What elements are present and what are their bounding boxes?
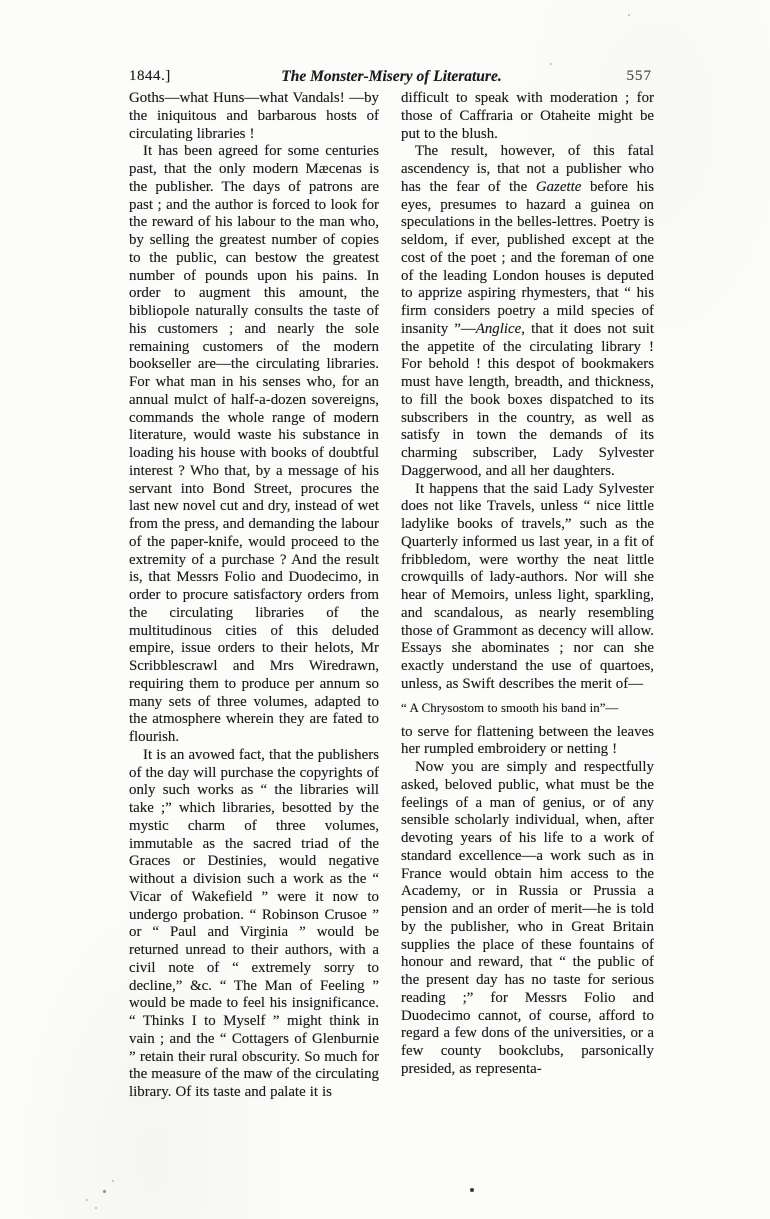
right-column	[401, 90, 654, 1079]
paragraph-continuation	[129, 90, 379, 143]
paragraph	[401, 481, 654, 694]
paragraph-continuation	[401, 724, 654, 760]
text-run: before his eyes, presumes to hazard a guinea on speculations in the belles-lettres. Poetry is seldom, if ever, published except at the cost of the poet ; and the foreman of one of the leading London houses is deputed to apprize aspiring rhymesters, that “ his firm considers poetry a mild species of insanity ”—	[401, 178, 654, 337]
text-run: Goths—what Huns—what Vandals! —by the iniquitous and barbarous hosts of circulating libraries !	[129, 90, 379, 142]
ink-speck	[86, 1199, 88, 1201]
ink-speck	[470, 1188, 474, 1192]
text-run: It happens that the said Lady Sylvester does not like Travels, unless “ nice little ladylike books of travels,” such as the Quarterly informed us last year, in a fit of fribbledom, were worthy the neat little crowquills of lady-authors. Nor will she hear of Memoirs, unless light, sparkling, and scandalous, as nearly resembling those of Grammont as decency will allow. Essays she abominates ; nor can she exactly understand the use of quartoes, unless, as Swift describes the merit of—	[401, 480, 654, 692]
page-header	[129, 68, 654, 88]
ink-speck	[550, 63, 552, 65]
ink-speck	[103, 1190, 106, 1193]
paragraph	[129, 143, 379, 747]
italic-word-anglice: Anglice	[475, 320, 522, 337]
text-run: difficult to speak with moderation ; for those of Caffraria or Otaheite might be put to the blush.	[401, 90, 654, 142]
italic-word-gazette: Gazette	[535, 178, 582, 195]
header-date: 1844.]	[129, 68, 171, 84]
running-title: The Monster-Misery of Literature.	[281, 68, 502, 85]
ink-speck	[95, 1207, 97, 1209]
ink-speck	[628, 14, 630, 16]
text-run: It is an avowed fact, that the publishers of the day will purchase the copyrights of only such works as “ the libraries will take ;” which libraries, besotted by the mystic charm of three volumes, immutable as the sacred triad of the Graces or Destinies, would negative without a division such a work as the “ Vicar of Wakefield ” were it now to undergo probation. “ Robinson Crusoe ” or “ Paul and Virginia ” would be returned unread to their authors, with a civil note of “ extremely sorry to decline,” &c. “ The Man of Feeling ” would be made to feel his insignificance. “ Thinks I to Myself ” might think in vain ; and the “ Cottagers of Glenburnie ” retain their rural obscurity. So much for the measure of the maw of the circulating library. Of its taste and palate it is	[129, 746, 379, 1100]
paragraph	[129, 747, 379, 1102]
verse-quotation	[401, 701, 654, 716]
text-run: Now you are simply and respectfully asked, beloved public, what must be the feelings of a man of genius, or of any sensible scholarly individual, when, after devoting years of his life to a work of standard excellence—a work such as in France would obtain him access to the Academy, or in Russia or Prussia a pension and an order of merit—he is told by the publisher, who in Great Britain supplies the place of these fountains of honour and reward, that “ the public of the present day has no taste for serious reading ;” for Messrs Folio and Duodecimo cannot, of course, afford to regard a few dons of the universities, or a few county bookclubs, parsonically presided, as representa-	[401, 759, 654, 1077]
text-run: “ A Chrysostom to smooth his band in”—	[401, 700, 619, 715]
ink-speck	[112, 1180, 114, 1182]
text-run: It has been agreed for some centuries past, that the only modern Mæcenas is the publisher. The days of patrons are past ; and the author is forced to look for the reward of his labour to the man who, by selling the greatest number of copies to the public, can bestow the greatest number of pounds upon his pains. In order to augment this amount, the bibliopole naturally consults the taste of his customers ; and nearly the sole remaining customers of the modern bookseller are—the circulating libraries. For what man in his senses who, for an annual mulct of half-a-dozen sovereigns, commands the whole range of modern literature, would waste his substance in loading his house with books of doubtful interest ? Who that, by a message of his servant into Bond Street, procures the last new novel cut and dry, instead of wet from the press, and demanding the labour of the paper-knife, would proceed to the extremity of a purchase ? And the result is, that Messrs Folio and Duodecimo, in order to procure satisfactory orders from the circulating libraries of the multitudinous cities of this deluded empire, issue orders to their helots, Mr Scribblescrawl and Mrs Wiredrawn, requiring them to produce per annum so many sets of three volumes, adapted to the atmosphere wherein they are fated to flourish.	[129, 143, 379, 745]
text-run: to serve for flattening between the leaves her rumpled embroidery or netting !	[401, 723, 654, 758]
left-column	[129, 90, 379, 1102]
text-run: , that it does not suit the appetite of the circulating library ! For behold ! this despot of bookmakers must have length, breadth, and thickness, to fill the book boxes dispatched to its subscribers in the country, as well as satisfy in town the demands of its charming subscriber, Lady Sylvester Daggerwood, and all her daughters.	[401, 320, 654, 479]
paragraph-continuation	[401, 90, 654, 143]
page-number: 557	[626, 68, 652, 84]
paragraph	[401, 759, 654, 1079]
text-run: The result, however, of this fatal ascendency is, that not a publisher who has the fear of the	[401, 143, 654, 195]
paragraph	[401, 143, 654, 480]
